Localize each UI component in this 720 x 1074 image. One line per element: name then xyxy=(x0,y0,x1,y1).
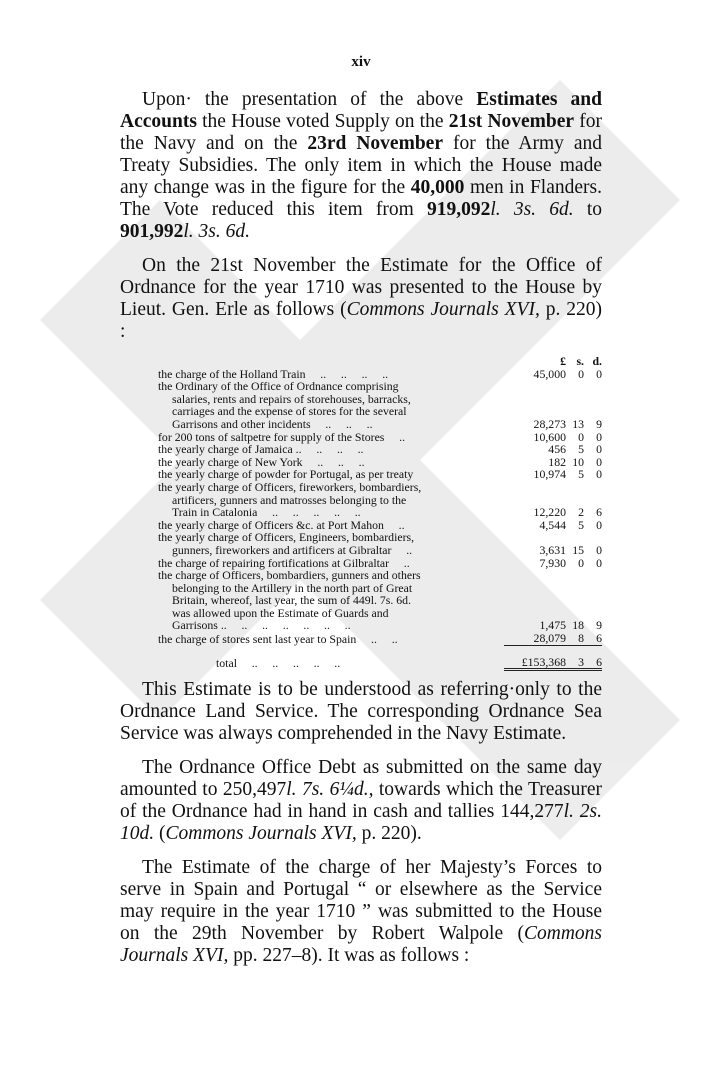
item-description: the charge of Officers, bombardiers, gunners and others xyxy=(158,568,421,583)
total-pence: 6 xyxy=(584,645,602,670)
paragraph-land-service: This Estimate is to be understood as referring·only to the Ordnance Land Service. The corresponding Ordnance Sea Service was always comprehended in the Navy Estimate. xyxy=(120,679,602,745)
total-pounds: £153,368 xyxy=(504,645,566,670)
pence-cell: 0 xyxy=(596,454,602,469)
shillings-cell xyxy=(566,393,584,406)
shillings-header: s. xyxy=(576,354,584,368)
item-description: the yearly charge of Officers, Engineers, bombardiers, xyxy=(158,530,415,545)
pounds-cell: 28,079 xyxy=(533,631,566,646)
item-description: was allowed upon the Estimate of Guards and xyxy=(172,605,389,620)
table-row xyxy=(120,619,602,632)
pence-cell: 0 xyxy=(596,442,602,457)
page-number: xiv xyxy=(351,54,371,70)
item-description: artificers, gunners and matrosses belonging to the xyxy=(172,492,407,507)
shillings-cell xyxy=(566,569,584,582)
pounds-cell xyxy=(504,594,566,607)
item-description: salaries, rents and repairs of storehouses, barracks, xyxy=(172,391,411,406)
pence-cell: 0 xyxy=(596,366,602,381)
pence-cell: 0 xyxy=(596,542,602,557)
item-description: the Ordinary of the Office of Ordnance comprising xyxy=(158,379,399,394)
paragraph-ordnance-intro: On the 21st November the Estimate for the Office of Ordnance for the year 1710 was presented to the House by Lieut. Gen. Erle as follows (Commons Journals XVI, p. 220) : xyxy=(120,255,603,342)
pounds-cell: 456 xyxy=(548,442,566,457)
pounds-cell: 45,000 xyxy=(533,366,566,381)
pence-cell xyxy=(584,594,602,607)
pence-cell: 9 xyxy=(596,416,602,431)
table-row xyxy=(120,481,602,494)
item-description: carriages and the expense of stores for the several xyxy=(172,404,407,419)
pence-cell: 0 xyxy=(596,517,602,532)
paragraph-supply-votes: Upon· the presentation of the above Estimates and Accounts the House voted Supply on the 21st November for the Navy and on the 23rd November for the Army and Treaty Subsidies. The only item in which the House made any change was in the figure for the 40,000 men in Flanders. The Vote reduced this item from 919,092l. 3s. 6d. to 901,992l. 3s. 6d. xyxy=(120,89,603,242)
shillings-cell: 13 xyxy=(572,416,584,431)
table-header-row xyxy=(120,355,602,368)
shillings-cell: 0 xyxy=(578,366,584,381)
total-shillings: 3 xyxy=(566,645,584,670)
item-description: belonging to the Artillery in the north part of Great xyxy=(172,580,413,595)
table-row xyxy=(120,443,602,456)
shillings-cell xyxy=(566,380,584,393)
pounds-cell xyxy=(504,380,566,393)
item-description: Garrisons .. .. .. .. .. .. .. xyxy=(172,618,351,633)
pence-cell xyxy=(584,569,602,582)
pence-cell xyxy=(584,582,602,595)
shillings-cell: 15 xyxy=(572,542,584,557)
item-description: the charge of stores sent last year to Spain .. .. xyxy=(158,631,398,646)
total-label: total .. .. .. .. .. xyxy=(216,656,341,671)
item-description: Garrisons and other incidents .. .. .. xyxy=(172,416,373,431)
shillings-cell: 0 xyxy=(578,429,584,444)
pence-cell: 0 xyxy=(596,429,602,444)
item-description: the yearly charge of Jamaica .. .. .. .. xyxy=(158,442,364,457)
pence-cell: 6 xyxy=(596,505,602,520)
shillings-cell xyxy=(566,594,584,607)
pence-cell: 0 xyxy=(596,555,602,570)
pence-cell: 0 xyxy=(596,467,602,482)
pounds-header: £ xyxy=(560,354,566,368)
pounds-cell: 4,544 xyxy=(539,517,566,532)
item-description: the charge of the Holland Train .. .. .. .. xyxy=(158,366,389,381)
total-row xyxy=(120,645,602,670)
shillings-cell: 2 xyxy=(578,505,584,520)
pounds-cell xyxy=(504,481,566,494)
document-page xyxy=(120,0,602,979)
shillings-cell: 10 xyxy=(572,454,584,469)
shillings-cell xyxy=(566,582,584,595)
pence-cell: 6 xyxy=(596,631,602,646)
pounds-cell: 1,475 xyxy=(539,618,566,633)
table-row xyxy=(120,594,602,607)
table-row xyxy=(120,506,602,519)
shillings-cell xyxy=(566,481,584,494)
table-row xyxy=(120,380,602,393)
shillings-cell: 5 xyxy=(578,442,584,457)
pounds-cell: 7,930 xyxy=(539,555,566,570)
ordnance-estimate-table xyxy=(120,355,602,671)
pounds-cell: 3,631 xyxy=(539,542,566,557)
table-row xyxy=(120,632,602,645)
shillings-cell: 0 xyxy=(578,555,584,570)
pence-cell: 9 xyxy=(596,618,602,633)
item-description: for 200 tons of saltpetre for supply of the Stores .. xyxy=(158,429,406,444)
item-description: the yearly charge of New York .. .. .. xyxy=(158,454,365,469)
pounds-cell xyxy=(504,569,566,582)
item-description: the yearly charge of Officers &c. at Port Mahon .. xyxy=(158,517,405,532)
pence-cell xyxy=(584,380,602,393)
item-description: Britain, whereof, last year, the sum of 449l. 7s. 6d. xyxy=(172,593,412,608)
pence-header: d. xyxy=(592,354,602,368)
item-description: Train in Catalonia .. .. .. .. .. xyxy=(172,505,361,520)
paragraph-spain-portugal: The Estimate of the charge of her Majesty’s Forces to serve in Spain and Portugal “ or elsewhere as the Service may require in the year 1710 ” was submitted to the House on the 29th November by Robert Walpole (Commons Journals XVI, pp. 227–8). It was as follows : xyxy=(120,857,602,967)
shillings-cell: 8 xyxy=(578,631,584,646)
item-description: the yearly charge of powder for Portugal, as per treaty xyxy=(158,467,414,482)
pounds-cell xyxy=(504,582,566,595)
pounds-cell: 28,273 xyxy=(533,416,566,431)
item-description: the charge of repairing fortifications at Gilbraltar .. xyxy=(158,555,410,570)
pence-cell xyxy=(584,393,602,406)
table-row xyxy=(120,569,602,582)
shillings-cell: 18 xyxy=(572,618,584,633)
pounds-cell xyxy=(504,393,566,406)
item-description: the yearly charge of Officers, fireworkers, bombardiers, xyxy=(158,479,422,494)
paragraph-ordnance-debt: The Ordnance Office Debt as submitted on the same day amounted to 250,497l. 7s. 6¼d., towards which the Treasurer of the Ordnance had in hand in cash and tallies 144,277l. 2s. 10d. (Commons Journals XVI, p. 220). xyxy=(120,757,602,845)
pounds-cell: 10,974 xyxy=(533,467,566,482)
pounds-cell: 182 xyxy=(548,454,566,469)
table-row xyxy=(120,418,602,431)
shillings-cell: 5 xyxy=(578,467,584,482)
shillings-cell: 5 xyxy=(578,517,584,532)
table-row xyxy=(120,544,602,557)
item-description: gunners, fireworkers and artificers at Gibraltar .. xyxy=(172,542,413,557)
pounds-cell: 10,600 xyxy=(533,429,566,444)
pounds-cell: 12,220 xyxy=(533,505,566,520)
pence-cell xyxy=(584,481,602,494)
